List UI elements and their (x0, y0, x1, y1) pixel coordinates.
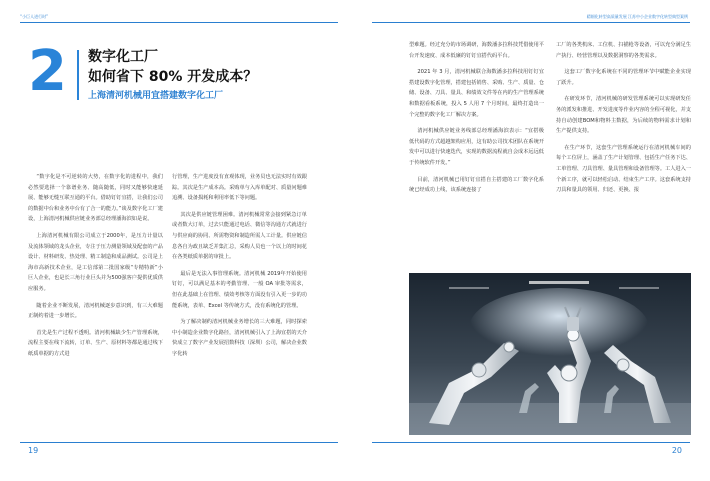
paragraph: 在研发环节，清河机械的研发管理系统可以实现研发任务的派发和推进、开发进度等作业内容的全程可视化，并支持自动创建BOM和物料主数据，为后续的物料需求计划和生产提供支持。 (556, 96, 691, 135)
running-header-left: “小巨人进行时” (20, 14, 49, 19)
header-rule-right (372, 22, 690, 23)
chapter-number: 2 (28, 39, 67, 104)
chapter-title-line1: 数字化工厂 (88, 49, 158, 65)
robotic-arm-photo (409, 273, 691, 435)
paragraph: 在生产环节，这套生产管理系统运行在清河机械车间的每个工位屏上，涵盖了生产计划管理、包括生产任务下达、工单管理、刀具管理、量具管理和设备管理等。工人进入一个新工序，就可以轻松启动、结束生产工序。这套系统支持刀具和量具的领用、归还、更换、报 (556, 144, 691, 194)
paragraph: 其次是供应链管理困难。清河机械常常会接到紧急订单或者数大订单，过去只能通过电话、微信等沟通方式就进行与供应商的协同、所需物资和制造所需人工计量。供应链信息各自为政且缺乏并集汇总，采购人员也一个以上的时间花在各类纸质单据的审批上。 (172, 211, 307, 261)
left-page-column-1 (28, 172, 163, 422)
paragraph: 行管理，生产进度没有直观体现，业务员也无法实时有效跟踪。其次是生产成本高。采购单与入库单配对、质量问题难追溯、设备损耗和利用率低下等问题。 (172, 174, 307, 202)
title-divider (77, 50, 79, 100)
footer-rule-left (20, 442, 338, 443)
paragraph: 型难题。经过充分的市场调研，海数潘多拉科技凭借使用平台开发速度、成本低廉的钉钉宜搭代码平台。 (409, 42, 544, 59)
paragraph: “数字化是不可逆转的大势，在数字化的进程中，我们必然要选择一个靠谱业务、随高随低，同时又能够快速延展、能够无缝互联互通的平台。借助钉钉宜搭，让我们公司的数据中台和业务中台有了合一的能力。”谈及数字化工厂建设，上海清河机械供应链业务部总经理潘海滨如是说。 (28, 174, 163, 223)
footer-rule-right (372, 442, 690, 443)
right-page-column-2 (556, 40, 691, 258)
chapter-title-line2: 如何省下 80% 开发成本？ (88, 69, 258, 85)
page-number-right: 20 (671, 446, 682, 455)
left-page-column-2 (172, 172, 307, 422)
paragraph: 2021 年 3 月，清河机械联合海数潘多拉科技用钉钉宜搭建设数字化管理，搭建包括销售、采购、生产、质量、仓储、设备、刀具、量具、和绩效文件等在内的生产管理系统和数据看板系统，投入 5 人用 7 个月时间，最终打造出一个完整的数字化工厂解决方案。 (409, 69, 544, 118)
paragraph: 工厂的各类机床、工位机、扫描枪等设备，可以充分满足生产执行、经营管理以及数据洞察的各类需求。 (556, 42, 691, 59)
paragraph: 这套工厂数字化系统在不同的管理环节中赋能企业实现了跃升。 (556, 69, 691, 86)
paragraph: 目前，清河机械已用钉钉宜搭自主搭建的工厂数字化系统已经成功上线，该系统连接了 (409, 176, 544, 194)
right-page-column-1 (409, 40, 544, 258)
paragraph: 随着企业不断发展，清河机械逐步意识到，有三大难题正制约着进一步增长。 (28, 302, 163, 320)
page-number-left: 19 (28, 446, 39, 455)
chapter-subtitle: 上海清河机械用宜搭建数字化工厂 (88, 91, 224, 101)
paragraph: 为了解决制约清河机械业务增长的三大难题，同时探索中小制造企业数字化路径，清河机械引入了上海宜搭的天介快成立了数字产业发展招数科技（深圳）公司，解决企业数字化转 (172, 319, 307, 357)
paragraph: 首先是生产过程不透明。清河机械缺少生产管理系统，流程主要在线下流转，订单、生产、原材料等都是通过线下纸质单据的方式进 (28, 329, 163, 357)
paragraph: 上海清河机械有限公司成立于2000年，是压力计量以及流体领域的龙头企业，专注于压力测量领域及配套的产品设计、材料研发、热处理、精工制造和成品测试。公司是上海市高新技术企业，是工信部第二批国家级“专精特新”小巨人企业，也是长三角行业巨头并为500强客户提供优质供应服务。 (28, 232, 163, 292)
paragraph: 最后是无法入事管理系统。清河机械 2019年开始使用钉钉，可以满足基本的考勤管理、一般 OA 审批等需求，但在此基础上在管理、绩效考核等方面没有引入更一步的功能系统，表单、Excel 等传统方式，没有系统化的管理。 (172, 270, 307, 309)
header-rule-left (20, 22, 338, 23)
running-header-right: 精细化转型高质量发展 江苏中小企业数字化转型典型案例 (586, 14, 688, 19)
paragraph: 清河机械供应链业务线部总经理潘海滨表示：“宜搭极低代码的方式超越架构应用，这有助公司技术团队在系统开发中可以进行快速迭代，实现的数据流程就自会成本远远低于传统软件开发。” (409, 128, 544, 166)
